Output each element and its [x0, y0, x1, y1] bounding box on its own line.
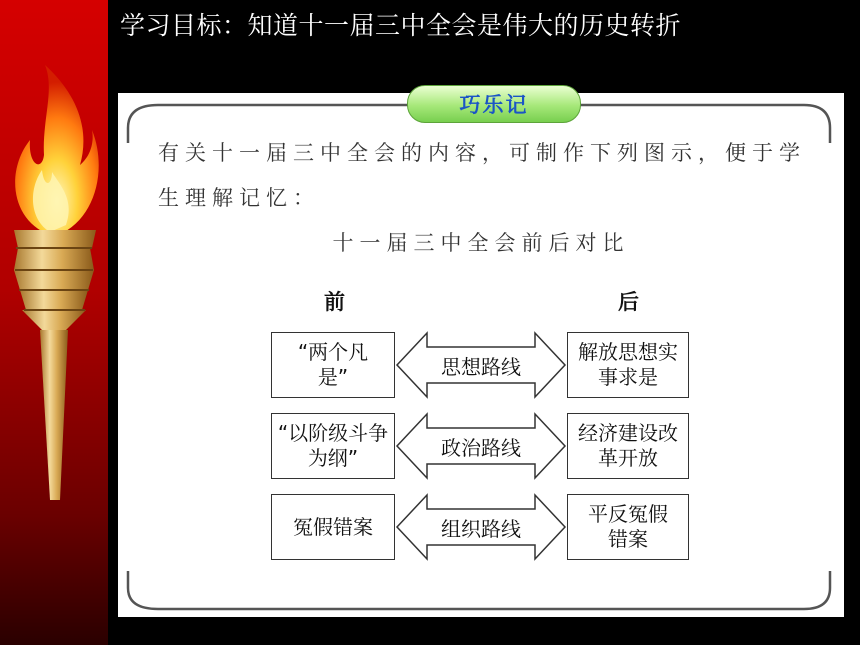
arrow-label: 组织路线: [441, 516, 521, 541]
description-text: 有关十一届三中全会的内容，可制作下列图示，便于学生理解记忆：: [158, 141, 806, 210]
after-box: 解放思想实事求是: [567, 332, 689, 398]
page-title: 学习目标：知道十一届三中全会是伟大的历史转折: [120, 11, 682, 40]
before-box: “两个凡是”: [271, 332, 395, 398]
diagram-title: 十一届三中全会前后对比: [332, 231, 630, 255]
double-arrow: [395, 493, 567, 561]
after-header: 后: [618, 290, 639, 314]
arrow-label: 政治路线: [441, 435, 521, 460]
double-arrow: [395, 331, 567, 399]
memory-tip-badge: 巧乐记: [407, 85, 581, 123]
arrow-label: 思想路线: [441, 354, 521, 379]
before-header: 前: [324, 290, 345, 314]
before-box: 冤假错案: [271, 494, 395, 560]
before-box: “以阶级斗争为纲”: [271, 413, 395, 479]
content-panel: [118, 93, 844, 617]
double-arrow: [395, 412, 567, 480]
after-box: 平反冤假错案: [567, 494, 689, 560]
after-box: 经济建设改革开放: [567, 413, 689, 479]
torch-icon: [0, 60, 108, 520]
